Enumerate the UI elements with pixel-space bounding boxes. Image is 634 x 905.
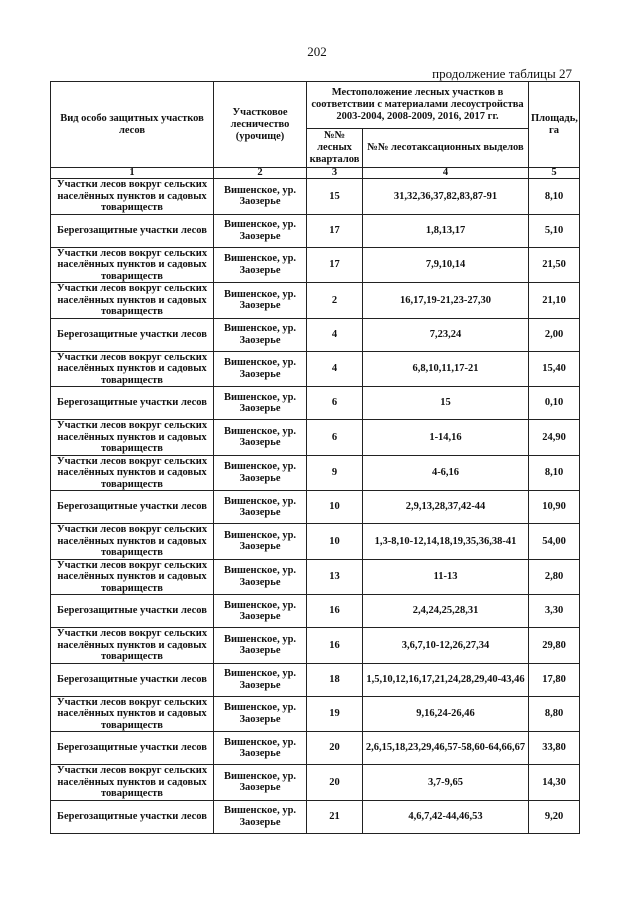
cell-area: 5,10 [529,214,580,247]
cell-forestry: Вишенское, ур. Заозерье [214,732,307,765]
table-row [51,732,580,765]
cell-forestry: Вишенское, ур. Заозерье [214,628,307,664]
cell-allotment-numbers: 16,17,19-21,23-27,30 [363,283,529,319]
cell-forestry: Вишенское, ур. Заозерье [214,387,307,420]
cell-area: 15,40 [529,351,580,387]
cell-allotment-numbers: 2,9,13,28,37,42-44 [363,491,529,524]
header-allotments: №№ лесотаксационных выделов [363,129,529,168]
cell-allotment-numbers: 31,32,36,37,82,83,87-91 [363,179,529,215]
cell-protection-kind: Участки лесов вокруг сельских населённых пунктов и садовых товариществ [51,559,214,595]
cell-forestry: Вишенское, ур. Заозерье [214,351,307,387]
cell-quarter-number: 10 [307,524,363,560]
cell-forestry: Вишенское, ур. Заозерье [214,214,307,247]
cell-forestry: Вишенское, ур. Заозерье [214,179,307,215]
cell-area: 54,00 [529,524,580,560]
cell-quarter-number: 19 [307,696,363,732]
cell-area: 29,80 [529,628,580,664]
cell-quarter-number: 20 [307,765,363,801]
cell-protection-kind: Берегозащитные участки лесов [51,214,214,247]
cell-area: 10,90 [529,491,580,524]
cell-forestry: Вишенское, ур. Заозерье [214,524,307,560]
cell-protection-kind: Берегозащитные участки лесов [51,387,214,420]
cell-area: 3,30 [529,595,580,628]
cell-quarter-number: 4 [307,318,363,351]
cell-quarter-number: 17 [307,214,363,247]
cell-protection-kind: Участки лесов вокруг сельских населённых пунктов и садовых товариществ [51,179,214,215]
cell-allotment-numbers: 2,4,24,25,28,31 [363,595,529,628]
cell-forestry: Вишенское, ур. Заозерье [214,696,307,732]
header-kind: Вид особо защитных участков лесов [51,82,214,168]
cell-quarter-number: 6 [307,387,363,420]
table-body [51,179,580,834]
cell-protection-kind: Берегозащитные участки лесов [51,595,214,628]
column-number: 3 [307,168,363,179]
cell-allotment-numbers: 15 [363,387,529,420]
cell-area: 24,90 [529,420,580,456]
cell-protection-kind: Берегозащитные участки лесов [51,732,214,765]
column-number-row [51,168,580,179]
column-number: 2 [214,168,307,179]
cell-forestry: Вишенское, ур. Заозерье [214,420,307,456]
column-number: 4 [363,168,529,179]
cell-area: 2,80 [529,559,580,595]
cell-quarter-number: 9 [307,455,363,491]
protective-forest-table [50,81,580,834]
cell-area: 33,80 [529,732,580,765]
cell-quarter-number: 4 [307,351,363,387]
table-row [51,283,580,319]
table-row [51,696,580,732]
cell-quarter-number: 2 [307,283,363,319]
cell-protection-kind: Берегозащитные участки лесов [51,318,214,351]
cell-allotment-numbers: 4-6,16 [363,455,529,491]
table-header [51,82,580,179]
header-forestry: Участковое лесничество (урочище) [214,82,307,168]
table-row [51,491,580,524]
header-area: Площадь, га [529,82,580,168]
cell-area: 9,20 [529,800,580,833]
cell-forestry: Вишенское, ур. Заозерье [214,559,307,595]
cell-allotment-numbers: 11-13 [363,559,529,595]
cell-protection-kind: Берегозащитные участки лесов [51,663,214,696]
cell-protection-kind: Участки лесов вокруг сельских населённых пунктов и садовых товариществ [51,765,214,801]
table-continuation-label: продолжение таблицы 27 [432,66,572,81]
cell-allotment-numbers: 7,9,10,14 [363,247,529,283]
cell-protection-kind: Берегозащитные участки лесов [51,491,214,524]
table-row [51,559,580,595]
cell-quarter-number: 20 [307,732,363,765]
cell-area: 8,80 [529,696,580,732]
cell-forestry: Вишенское, ур. Заозерье [214,491,307,524]
cell-forestry: Вишенское, ур. Заозерье [214,318,307,351]
cell-protection-kind: Участки лесов вокруг сельских населённых пунктов и садовых товариществ [51,351,214,387]
table-row [51,800,580,833]
cell-allotment-numbers: 6,8,10,11,17-21 [363,351,529,387]
cell-allotment-numbers: 3,6,7,10-12,26,27,34 [363,628,529,664]
cell-forestry: Вишенское, ур. Заозерье [214,595,307,628]
table-row [51,663,580,696]
cell-allotment-numbers: 1,5,10,12,16,17,21,24,28,29,40-43,46 [363,663,529,696]
cell-protection-kind: Участки лесов вокруг сельских населённых пунктов и садовых товариществ [51,455,214,491]
cell-forestry: Вишенское, ур. Заозерье [214,663,307,696]
cell-area: 14,30 [529,765,580,801]
cell-protection-kind: Участки лесов вокруг сельских населённых пунктов и садовых товариществ [51,696,214,732]
table-row [51,524,580,560]
table-row [51,351,580,387]
cell-quarter-number: 16 [307,628,363,664]
cell-area: 2,00 [529,318,580,351]
cell-allotment-numbers: 1-14,16 [363,420,529,456]
cell-quarter-number: 13 [307,559,363,595]
cell-protection-kind: Участки лесов вокруг сельских населённых пунктов и садовых товариществ [51,524,214,560]
table-row [51,318,580,351]
cell-forestry: Вишенское, ур. Заозерье [214,455,307,491]
cell-allotment-numbers: 4,6,7,42-44,46,53 [363,800,529,833]
cell-allotment-numbers: 2,6,15,18,23,29,46,57-58,60-64,66,67 [363,732,529,765]
column-number: 1 [51,168,214,179]
cell-quarter-number: 10 [307,491,363,524]
table-row [51,179,580,215]
cell-allotment-numbers: 1,3-8,10-12,14,18,19,35,36,38-41 [363,524,529,560]
cell-allotment-numbers: 7,23,24 [363,318,529,351]
table-row [51,595,580,628]
cell-area: 17,80 [529,663,580,696]
cell-protection-kind: Участки лесов вокруг сельских населённых пунктов и садовых товариществ [51,247,214,283]
cell-quarter-number: 18 [307,663,363,696]
cell-protection-kind: Участки лесов вокруг сельских населённых пунктов и садовых товариществ [51,283,214,319]
cell-allotment-numbers: 9,16,24-26,46 [363,696,529,732]
table-row [51,420,580,456]
header-quarters: №№ лесных кварталов [307,129,363,168]
cell-allotment-numbers: 3,7-9,65 [363,765,529,801]
cell-quarter-number: 17 [307,247,363,283]
cell-protection-kind: Участки лесов вокруг сельских населённых пунктов и садовых товариществ [51,420,214,456]
cell-quarter-number: 15 [307,179,363,215]
cell-forestry: Вишенское, ур. Заозерье [214,247,307,283]
table-row [51,214,580,247]
cell-forestry: Вишенское, ур. Заозерье [214,765,307,801]
cell-protection-kind: Берегозащитные участки лесов [51,800,214,833]
header-location: Местоположение лесных участков в соответствии с материалами лесоустройства 2003-2004, 2008-2009, 2016, 2017 гг. [307,82,529,129]
table-row [51,628,580,664]
table-row [51,765,580,801]
cell-area: 21,50 [529,247,580,283]
table-row [51,247,580,283]
cell-forestry: Вишенское, ур. Заозерье [214,800,307,833]
cell-area: 8,10 [529,455,580,491]
cell-forestry: Вишенское, ур. Заозерье [214,283,307,319]
cell-quarter-number: 21 [307,800,363,833]
cell-area: 21,10 [529,283,580,319]
column-number: 5 [529,168,580,179]
cell-protection-kind: Участки лесов вокруг сельских населённых пунктов и садовых товариществ [51,628,214,664]
cell-area: 8,10 [529,179,580,215]
table-row [51,455,580,491]
page-number: 202 [307,44,327,59]
cell-allotment-numbers: 1,8,13,17 [363,214,529,247]
cell-quarter-number: 6 [307,420,363,456]
cell-quarter-number: 16 [307,595,363,628]
cell-area: 0,10 [529,387,580,420]
table-row [51,387,580,420]
